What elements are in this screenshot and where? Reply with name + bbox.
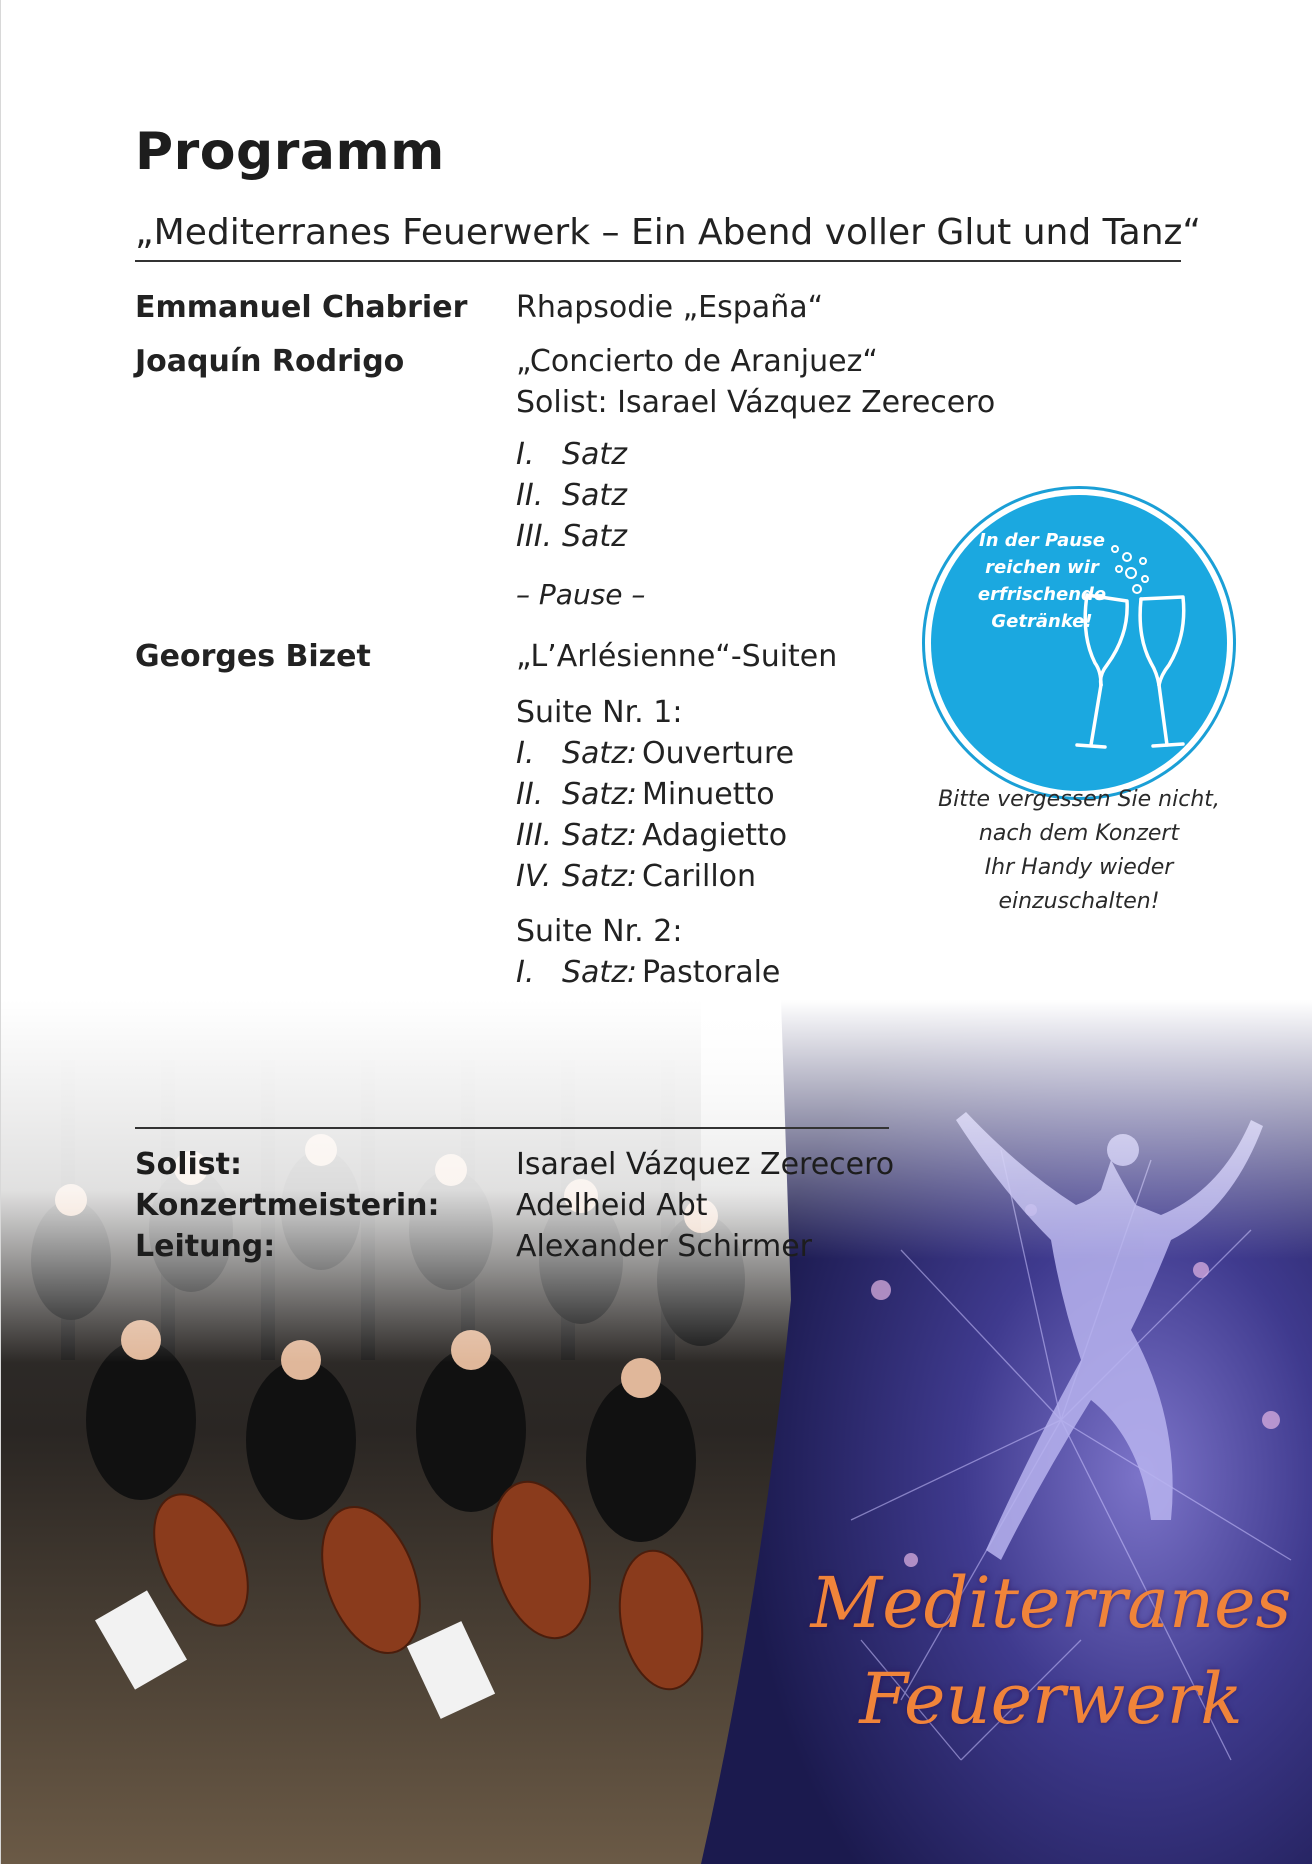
- movement-satz: Satz:: [562, 859, 638, 894]
- credit-value-conductor: Alexander Schirmer: [516, 1229, 813, 1264]
- concert-subtitle: „Mediterranes Feuerwerk – Ein Abend voller Glut und Tanz“: [135, 212, 1202, 253]
- badge-text: [967, 527, 1117, 635]
- brand-line: Feuerwerk: [859, 1658, 1243, 1740]
- movement-satz: Satz:: [562, 818, 638, 853]
- pause-drinks-badge: [931, 495, 1227, 791]
- movement-row: [516, 437, 627, 472]
- movement-title: Minuetto: [642, 777, 775, 812]
- suite1-movement: [516, 736, 794, 771]
- credit-label-concertmaster: Konzertmeisterin:: [135, 1188, 440, 1223]
- page-title: Programm: [135, 122, 445, 182]
- title-divider: [135, 260, 1181, 262]
- credit-label-conductor: Leitung:: [135, 1229, 276, 1264]
- movement-satz: Satz: [562, 478, 627, 513]
- movement-satz: Satz:: [562, 777, 638, 812]
- suite2-movement: [516, 955, 780, 990]
- movement-satz: Satz: [562, 519, 627, 554]
- note-line: Ihr Handy wieder: [984, 855, 1174, 880]
- movement-number: I.: [516, 437, 535, 472]
- credits-divider: [135, 1127, 889, 1129]
- movement-number: I.: [516, 955, 535, 990]
- work-espana: Rhapsodie „España“: [516, 290, 824, 325]
- note-line: einzuschalten!: [998, 889, 1160, 914]
- suite2-label: Suite Nr. 2:: [516, 914, 683, 949]
- badge-line: erfrischende: [977, 584, 1107, 605]
- badge-line: In der Pause: [979, 530, 1105, 551]
- movement-number: III.: [516, 519, 553, 554]
- movement-satz: Satz:: [562, 736, 638, 771]
- movement-row: [516, 478, 627, 513]
- movement-number: IV.: [516, 859, 552, 894]
- movement-title: Pastorale: [642, 955, 781, 990]
- brand-line: Mediterranes: [810, 1562, 1292, 1644]
- soloist-line: Solist: Isarael Vázquez Zerecero: [516, 385, 996, 420]
- suite1-label: Suite Nr. 1:: [516, 695, 683, 730]
- note-line: Bitte vergessen Sie nicht,: [938, 787, 1220, 812]
- composer-chabrier: Emmanuel Chabrier: [135, 290, 468, 325]
- badge-line: Getränke!: [991, 611, 1093, 632]
- movement-title: Carillon: [642, 859, 757, 894]
- composer-bizet: Georges Bizet: [135, 639, 371, 674]
- suite1-movement: [516, 818, 787, 853]
- note-line: nach dem Konzert: [978, 821, 1180, 846]
- credit-value-concertmaster: Adelheid Abt: [516, 1188, 708, 1223]
- composer-rodrigo: Joaquín Rodrigo: [135, 344, 405, 379]
- badge-line: reichen wir: [985, 557, 1099, 578]
- movement-satz: Satz:: [562, 955, 638, 990]
- phone-reminder: [926, 783, 1232, 919]
- suite1-movement: [516, 859, 756, 894]
- movement-row: [516, 519, 627, 554]
- movement-number: II.: [516, 777, 544, 812]
- movement-satz: Satz: [562, 437, 627, 472]
- work-aranjuez: „Concierto de Aranjuez“: [516, 344, 878, 379]
- credit-value-soloist: Isarael Vázquez Zerecero: [516, 1147, 895, 1182]
- suite1-movement: [516, 777, 775, 812]
- movement-title: Ouverture: [642, 736, 795, 771]
- credit-label-soloist: Solist:: [135, 1147, 242, 1182]
- pause-label: – Pause –: [516, 578, 646, 611]
- movement-number: I.: [516, 736, 535, 771]
- work-arlesienne: „L’Arlésienne“-Suiten: [516, 639, 838, 674]
- brand-wordmark: [791, 1555, 1311, 1747]
- movement-title: Adagietto: [642, 818, 788, 853]
- movement-number: III.: [516, 818, 553, 853]
- movement-number: II.: [516, 478, 544, 513]
